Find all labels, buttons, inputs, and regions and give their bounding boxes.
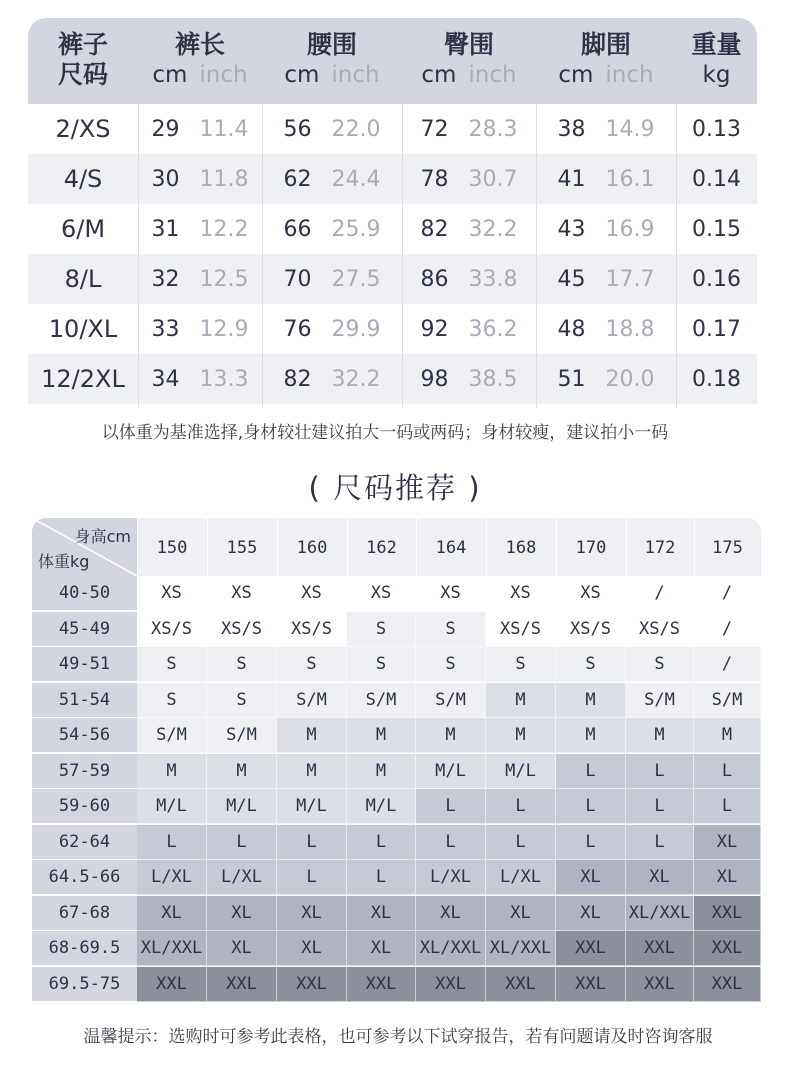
column-divider [402,104,403,408]
size-cell: M/L [207,789,277,824]
size-cell: XXL [694,896,761,931]
value-kg: 0.16 [692,266,741,292]
size-cell: L/XL [416,860,486,895]
measure-cell [402,204,536,254]
size-cell: M [137,754,207,789]
value-inch: 36.2 [468,316,518,342]
size-cell: L [347,860,416,895]
header-divider [556,518,557,576]
size-cell: XXL [416,967,486,1002]
weight-label: 67-68 [32,896,137,931]
size-cell: L [416,825,486,860]
size-cell: XXL [486,967,556,1002]
value-cm: 33 [151,316,180,342]
measure-cell [536,154,676,204]
size-cell: XL [277,931,347,966]
measure-cell [262,254,402,304]
size-cell: S [207,647,277,682]
size-cell: XL [694,860,761,895]
size-cell: L [207,825,277,860]
size-cell: L [137,825,207,860]
size-cell: M [556,718,626,753]
size-cell: M [347,754,416,789]
measure-cell [536,354,676,404]
size-cell: L [486,789,556,824]
size-cell: XS [556,576,626,611]
size-cell: L [694,789,761,824]
size-cell: L [694,754,761,789]
size-cell: S/M [416,683,486,718]
size-cell: S [416,647,486,682]
unit-inch: inch [468,62,517,88]
value-inch: 24.4 [331,166,381,192]
size-cell: L [416,789,486,824]
size-cell: S [207,683,277,718]
size-cell: L [626,789,694,824]
measure-cell [536,254,676,304]
value-inch: 20.0 [605,366,655,392]
header-weight [676,18,757,104]
measure-cell [402,104,536,154]
size-cell: XS [207,576,277,611]
size-cell: L/XL [486,860,556,895]
header-size-label-1: 裤子 [57,30,108,59]
size-cell: XS/S [277,612,347,647]
size-label: 6/M [60,215,106,243]
weight-label: 40-50 [32,576,137,611]
value-inch: 11.4 [199,116,249,142]
value-cm: 30 [151,166,180,192]
size-cell: M/L [416,754,486,789]
size-cell: XL [137,896,207,931]
size-cell: M [486,683,556,718]
unit-cm: cm [152,62,188,88]
value-inch: 18.8 [605,316,655,342]
value-kg: 0.15 [692,216,741,242]
unit-inch: inch [199,62,248,88]
measure-cell [402,154,536,204]
height-header: 160 [296,538,328,558]
measure-cell [138,204,262,254]
value-inch: 28.3 [468,116,518,142]
measure-cell [402,254,536,304]
size-cell: M [207,754,277,789]
size-cell: XL [347,931,416,966]
size-cell: L/XL [207,860,277,895]
size-cell: / [694,647,761,682]
size-cell: XXL [137,967,207,1002]
value-inch: 32.2 [331,366,381,392]
size-cell: XS/S [207,612,277,647]
value-cm: 86 [420,266,449,292]
value-inch: 12.2 [199,216,249,242]
value-inch: 12.9 [199,316,249,342]
size-cell: XXL [347,967,416,1002]
value-cm: 76 [283,316,312,342]
size-table [28,18,757,404]
size-cell: XS/S [137,612,207,647]
size-label: 2/XS [55,115,111,143]
size-note: 以体重为基准选择,身材较壮建议拍大一码或两码；身材较瘦，建议拍小一码 [101,423,669,443]
value-kg: 0.14 [692,166,741,192]
size-label: 12/2XL [41,365,125,393]
size-cell: L [556,789,626,824]
unit-inch: inch [331,62,380,88]
header-size [28,18,138,104]
size-cell: / [694,576,761,611]
measure-cell [402,304,536,354]
size-cell: M [556,683,626,718]
footer-note: 温馨提示：选购时可参考此表格，也可参考以下试穿报告，若有问题请及时咨询客服 [83,1027,713,1047]
size-cell: S/M [626,683,694,718]
value-inch: 13.3 [199,366,249,392]
size-cell: L [626,825,694,860]
size-cell: L [277,860,347,895]
header-weight-label: 重量 [691,30,742,59]
size-cell: M [694,718,761,753]
measure-cell [262,304,402,354]
measure-cell [262,204,402,254]
header-divider [416,518,417,576]
header-divider [626,518,627,576]
height-header: 155 [226,538,258,558]
size-cell: XL/XXL [486,931,556,966]
header-divider [694,518,695,576]
value-cm: 34 [151,366,180,392]
measure-cell [138,354,262,404]
value-inch: 17.7 [605,266,655,292]
measure-cell [536,304,676,354]
weight-label: 54-56 [32,718,137,753]
measure-cell [536,104,676,154]
value-inch: 14.9 [605,116,655,142]
size-cell: S [347,612,416,647]
column-divider [536,104,537,408]
height-header: 170 [575,538,607,558]
size-label: 10/XL [48,315,118,343]
value-kg: 0.13 [692,116,741,142]
size-cell: S [137,683,207,718]
size-cell: M [347,718,416,753]
size-cell: L [277,825,347,860]
value-cm: 66 [283,216,312,242]
value-inch: 12.5 [199,266,249,292]
column-divider [262,104,263,408]
size-cell: XS [416,576,486,611]
size-cell: XXL [277,967,347,1002]
size-cell: XL [626,860,694,895]
recommend-title: ( 尺码推荐 ) [308,471,482,505]
size-cell: S [347,647,416,682]
measure-cell [138,104,262,154]
size-cell: XXL [556,967,626,1002]
size-cell: L [556,825,626,860]
value-cm: 51 [557,366,586,392]
header-divider [277,518,278,576]
size-cell: XXL [626,931,694,966]
size-cell: XL [694,825,761,860]
recommend-table [32,518,761,1006]
unit-cm: cm [284,62,320,88]
header-divider [347,518,348,576]
header-divider [486,518,487,576]
header-waist-label: 腰围 [306,30,357,59]
header-length [138,18,262,104]
value-inch: 25.9 [331,216,381,242]
measure-cell [262,104,402,154]
size-label: 4/S [63,165,103,193]
size-cell: / [694,612,761,647]
value-inch: 29.9 [331,316,381,342]
height-header: 168 [505,538,537,558]
value-cm: 31 [151,216,180,242]
corner-weight-label: 体重kg [38,552,90,571]
height-header: 164 [435,538,467,558]
height-header: 172 [644,538,676,558]
size-cell: XL [277,896,347,931]
size-cell: XL [486,896,556,931]
corner-height-label: 身高cm [74,527,131,546]
corner-cell [32,518,137,576]
header-hip-label: 臀围 [443,30,494,59]
size-cell: S [416,612,486,647]
size-cell: S/M [207,718,277,753]
value-cm: 98 [420,366,449,392]
measure-cell [138,254,262,304]
size-cell: M/L [277,789,347,824]
value-cm: 32 [151,266,180,292]
size-cell: M/L [486,754,556,789]
value-kg: 0.17 [692,316,741,342]
weight-label: 64.5-66 [32,860,137,895]
header-length-label: 裤长 [174,30,225,59]
size-cell: S [486,647,556,682]
value-inch: 32.2 [468,216,518,242]
value-cm: 56 [283,116,312,142]
size-cell: M [416,718,486,753]
measure-cell [262,354,402,404]
size-cell: S [556,647,626,682]
header-foot [536,18,676,104]
weight-label: 45-49 [32,612,137,647]
weight-label: 69.5-75 [32,967,137,1002]
measure-cell [262,154,402,204]
size-cell: XL [556,860,626,895]
size-cell: XXL [207,967,277,1002]
size-cell: M [277,718,347,753]
size-cell: XL [416,896,486,931]
size-cell: S/M [137,718,207,753]
size-cell: XXL [694,967,761,1002]
header-divider [207,518,208,576]
value-cm: 29 [151,116,180,142]
header-hip [402,18,536,104]
value-cm: 38 [557,116,586,142]
value-cm: 82 [283,366,312,392]
size-cell: XXL [694,931,761,966]
weight-label: 51-54 [32,683,137,718]
unit-cm: cm [421,62,457,88]
height-header: 162 [366,538,397,558]
size-cell: S [277,647,347,682]
size-cell: L/XL [137,860,207,895]
value-cm: 92 [420,316,449,342]
size-cell: L [486,825,556,860]
weight-label: 57-59 [32,754,137,789]
size-cell: XXL [556,931,626,966]
size-cell: XL [207,896,277,931]
size-cell: M [626,718,694,753]
size-cell: XS/S [486,612,556,647]
size-cell: M/L [347,789,416,824]
header-size-label-2: 尺码 [57,60,108,89]
size-cell: S/M [347,683,416,718]
header-waist [262,18,402,104]
measure-cell [536,204,676,254]
size-cell: XL [207,931,277,966]
size-label: 8/L [64,265,102,293]
measure-cell [138,304,262,354]
value-cm: 72 [420,116,449,142]
recommend-header-row [32,518,761,576]
size-table-header [28,18,757,104]
size-cell: XS/S [626,612,694,647]
value-inch: 16.9 [605,216,655,242]
size-cell: L [347,825,416,860]
size-cell: XL/XXL [137,931,207,966]
value-cm: 70 [283,266,312,292]
size-cell: XL/XXL [626,896,694,931]
size-cell: XL [556,896,626,931]
value-cm: 43 [557,216,586,242]
size-cell: XL/XXL [416,931,486,966]
height-header: 150 [156,538,188,558]
measure-cell [402,354,536,404]
unit-cm: cm [558,62,594,88]
measure-cell [138,154,262,204]
value-cm: 62 [283,166,312,192]
size-cell: XS [137,576,207,611]
value-cm: 45 [557,266,586,292]
header-divider [137,518,138,576]
unit-inch: inch [605,62,654,88]
size-cell: S/M [277,683,347,718]
size-cell: L [556,754,626,789]
size-cell: XS/S [556,612,626,647]
height-header: 175 [712,538,743,558]
size-cell: / [626,576,694,611]
value-inch: 30.7 [468,166,518,192]
value-inch: 33.8 [468,266,518,292]
value-kg: 0.18 [692,366,741,392]
unit-kg: kg [702,62,731,88]
header-foot-label: 脚围 [580,30,631,59]
size-cell: XS [277,576,347,611]
size-cell: M [486,718,556,753]
size-cell: S/M [694,683,761,718]
size-cell: XL [347,896,416,931]
value-inch: 22.0 [331,116,381,142]
value-cm: 41 [557,166,586,192]
value-cm: 82 [420,216,449,242]
size-cell: XXL [626,967,694,1002]
column-divider [676,104,677,408]
weight-label: 59-60 [32,789,137,824]
value-inch: 27.5 [331,266,381,292]
size-cell: XS [486,576,556,611]
size-cell: S [626,647,694,682]
weight-label: 62-64 [32,825,137,860]
weight-label: 49-51 [32,647,137,682]
value-inch: 38.5 [468,366,518,392]
weight-label: 68-69.5 [32,931,137,966]
size-cell: M [277,754,347,789]
column-divider [138,104,139,408]
size-cell: XS [347,576,416,611]
value-inch: 11.8 [199,166,249,192]
size-cell: M/L [137,789,207,824]
size-cell: L [626,754,694,789]
value-inch: 16.1 [605,166,655,192]
value-cm: 78 [420,166,449,192]
value-cm: 48 [557,316,586,342]
size-cell: S [137,647,207,682]
